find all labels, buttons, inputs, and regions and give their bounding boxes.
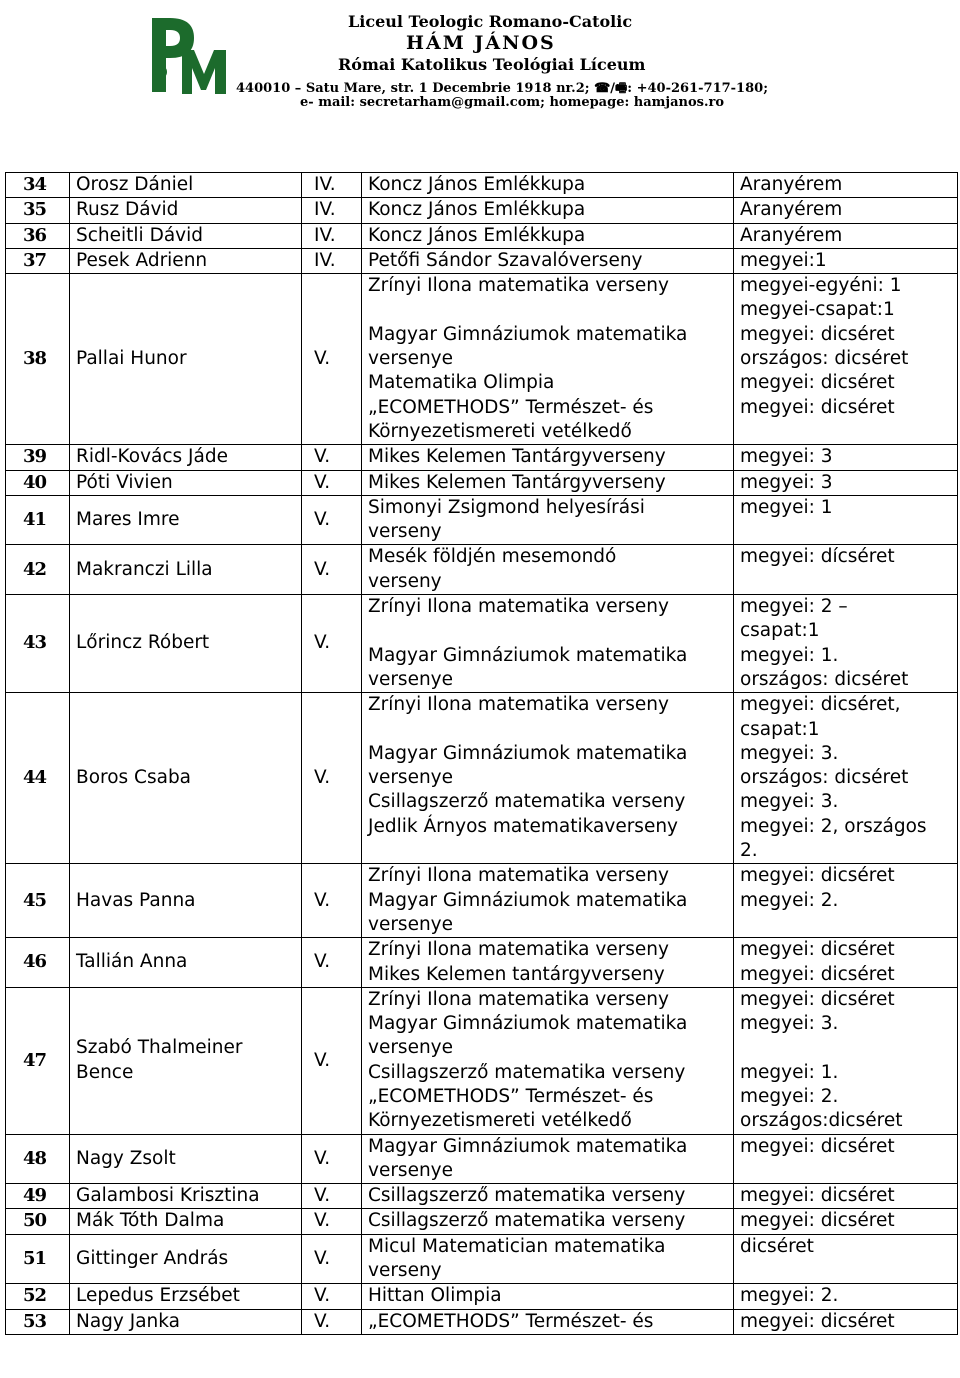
student-name: Gittinger András (70, 1234, 302, 1284)
competition-line: versenye (368, 348, 454, 370)
competition-line: versenye (368, 767, 454, 789)
class-grade: V. (302, 470, 362, 495)
class-grade: IV. (302, 198, 362, 223)
result (734, 1309, 958, 1334)
result-line: megyei:1 (740, 249, 827, 271)
competition-line: Mesék földjén mesemondó (368, 546, 617, 568)
student-name: Lőrincz Róbert (70, 595, 302, 693)
student-name: Nagy Zsolt (70, 1134, 302, 1184)
results-table (5, 172, 958, 1335)
result-line: megyei: 2. (740, 889, 839, 911)
result (734, 1209, 958, 1234)
school-name-hungarian: HÁM JÁNOS (406, 32, 556, 54)
result (734, 1284, 958, 1309)
table-row (6, 173, 958, 198)
competition-line: Környezetismereti vetélkedő (368, 1110, 632, 1132)
competition-line: Mikes Kelemen Tantárgyverseny (368, 446, 666, 468)
competition (362, 495, 734, 545)
competition (362, 1209, 734, 1234)
table-row (6, 1309, 958, 1334)
table-row (6, 223, 958, 248)
result-line: Aranyérem (740, 224, 843, 246)
school-name-full: Római Katolikus Teológiai Líceum (338, 55, 646, 74)
competition-line: „ECOMETHODS” Természet- és (368, 1085, 654, 1107)
competition (362, 1134, 734, 1184)
competition (362, 274, 734, 445)
row-number: 50 (6, 1209, 70, 1234)
class-grade: V. (302, 938, 362, 988)
competition-line: versenye (368, 913, 454, 935)
class-grade: V. (302, 545, 362, 595)
result-line: megyei: dicséret (740, 939, 895, 961)
result (734, 864, 958, 938)
result-line: csapat:1 (740, 718, 820, 740)
result-line: megyei: dicséret (740, 1185, 895, 1207)
competition (362, 987, 734, 1134)
competition (362, 1184, 734, 1209)
result (734, 274, 958, 445)
competition (362, 938, 734, 988)
result-line: országos: dicséret (740, 668, 909, 690)
competition (362, 470, 734, 495)
competition-line: Koncz János Emlékkupa (368, 199, 586, 221)
result-line: Aranyérem (740, 174, 843, 195)
result-line: megyei-csapat:1 (740, 299, 895, 321)
student-name: Tallián Anna (70, 938, 302, 988)
table-row (6, 445, 958, 470)
result-line: megyei: 2. (740, 1085, 839, 1107)
competition-line: Mikes Kelemen tantárgyverseny (368, 963, 665, 985)
result (734, 987, 958, 1134)
competition (362, 545, 734, 595)
result-line: megyei: 3. (740, 791, 839, 813)
table-row (6, 1284, 958, 1309)
result-line: megyei: 3 (740, 446, 833, 468)
competition-line: verseny (368, 570, 442, 592)
student-name: Havas Panna (70, 864, 302, 938)
competition (362, 595, 734, 693)
competition (362, 1234, 734, 1284)
result (734, 198, 958, 223)
result-line: országos:dicséret (740, 1110, 903, 1132)
table-row (6, 198, 958, 223)
row-number: 41 (6, 495, 70, 545)
class-grade: IV. (302, 223, 362, 248)
result (734, 938, 958, 988)
result (734, 595, 958, 693)
address-line: 440010 – Satu Mare, str. 1 Decembrie 1918 nr.2; ☎/🖷: +40-261-717-180; (236, 81, 768, 96)
student-name: Mares Imre (70, 495, 302, 545)
table-row (6, 1184, 958, 1209)
competition-line: Magyar Gimnáziumok matematika (368, 323, 688, 345)
row-number: 43 (6, 595, 70, 693)
table-row (6, 693, 958, 864)
result-line: megyei: dicséret (740, 323, 895, 345)
competition (362, 693, 734, 864)
result (734, 693, 958, 864)
competition-line: Zrínyi Ilona matematika verseny (368, 596, 669, 618)
competition-line: Mikes Kelemen Tantárgyverseny (368, 471, 666, 493)
competition-line: Csillagszerző matematika verseny (368, 1185, 686, 1207)
class-grade: V. (302, 987, 362, 1134)
result-line: megyei: dicséret, (740, 694, 901, 716)
row-number: 52 (6, 1284, 70, 1309)
class-grade: IV. (302, 248, 362, 273)
result-line: országos: dicséret (740, 767, 909, 789)
competition-line: Csillagszerző matematika verseny (368, 791, 686, 813)
result-line: dicséret (740, 1235, 814, 1257)
result (734, 545, 958, 595)
competition-line: Környezetismereti vetélkedő (368, 420, 632, 442)
class-grade: V. (302, 1209, 362, 1234)
class-grade: V. (302, 445, 362, 470)
class-grade: V. (302, 864, 362, 938)
competition-line: verseny (368, 1260, 442, 1282)
competition-line: Simonyi Zsigmond helyesírási (368, 496, 645, 518)
row-number: 39 (6, 445, 70, 470)
result-line: országos: dicséret (740, 348, 909, 370)
result-line: megyei: dícséret (740, 546, 895, 568)
competition (362, 248, 734, 273)
row-number: 35 (6, 198, 70, 223)
school-logo (138, 10, 230, 100)
result (734, 495, 958, 545)
result (734, 248, 958, 273)
competition-line: versenye (368, 1159, 454, 1181)
result-line: megyei: dicséret (740, 1210, 895, 1232)
competition-line: versenye (368, 1037, 454, 1059)
row-number: 37 (6, 248, 70, 273)
result-line: megyei: 2, országos (740, 815, 927, 837)
competition-line: Zrínyi Ilona matematika verseny (368, 939, 669, 961)
competition-line: Magyar Gimnáziumok matematika (368, 644, 688, 666)
row-number: 38 (6, 274, 70, 445)
student-name: Pallai Hunor (70, 274, 302, 445)
competition-line: Zrínyi Ilona matematika verseny (368, 275, 669, 297)
result-line: megyei: dicséret (740, 1135, 895, 1157)
school-name-romanian: Liceul Teologic Romano-Catolic (348, 12, 633, 31)
row-number: 48 (6, 1134, 70, 1184)
result (734, 445, 958, 470)
result (734, 470, 958, 495)
table-row (6, 495, 958, 545)
class-grade: V. (302, 595, 362, 693)
row-number: 42 (6, 545, 70, 595)
competition (362, 864, 734, 938)
class-grade: V. (302, 1284, 362, 1309)
row-number: 49 (6, 1184, 70, 1209)
competition (362, 445, 734, 470)
row-number: 40 (6, 470, 70, 495)
competition-line: Zrínyi Ilona matematika verseny (368, 988, 669, 1010)
student-name: Szabó Thalmeiner Bence (70, 987, 302, 1134)
row-number: 47 (6, 987, 70, 1134)
table-row (6, 248, 958, 273)
competition-line: Magyar Gimnáziumok matematika (368, 742, 688, 764)
student-name: Nagy Janka (70, 1309, 302, 1334)
table-row (6, 545, 958, 595)
result-line: csapat:1 (740, 620, 820, 642)
result (734, 1134, 958, 1184)
row-number: 46 (6, 938, 70, 988)
competition-line: „ECOMETHODS” Természet- és (368, 1310, 654, 1332)
table-row (6, 1134, 958, 1184)
spacer (740, 1036, 957, 1060)
result (734, 223, 958, 248)
competition (362, 223, 734, 248)
result-line: megyei: dicséret (740, 865, 895, 887)
competition-line: Koncz János Emlékkupa (368, 174, 586, 195)
result-line: megyei: 3. (740, 1013, 839, 1035)
class-grade: V. (302, 1234, 362, 1284)
student-name: Ridl-Kovács Jáde (70, 445, 302, 470)
table-row (6, 470, 958, 495)
row-number: 45 (6, 864, 70, 938)
competition-line: Csillagszerző matematika verseny (368, 1210, 686, 1232)
competition-line: Matematika Olimpia (368, 372, 555, 394)
competition-line: Csillagszerző matematika verseny (368, 1061, 686, 1083)
student-name: Mák Tóth Dalma (70, 1209, 302, 1234)
table-row (6, 864, 958, 938)
competition-line: Zrínyi Ilona matematika verseny (368, 865, 669, 887)
student-name: Póti Vivien (70, 470, 302, 495)
result-line: megyei: 3. (740, 742, 839, 764)
class-grade: V. (302, 1184, 362, 1209)
table-row (6, 595, 958, 693)
result-line: megyei: 1. (740, 644, 839, 666)
table-row (6, 1234, 958, 1284)
row-number: 36 (6, 223, 70, 248)
table-row (6, 987, 958, 1134)
result-line: megyei: dicséret (740, 988, 895, 1010)
spacer (368, 619, 733, 643)
class-grade: V. (302, 1309, 362, 1334)
class-grade: V. (302, 495, 362, 545)
result-line: megyei-egyéni: 1 (740, 275, 902, 297)
competition (362, 1284, 734, 1309)
class-grade: V. (302, 693, 362, 864)
result-line: megyei: dicséret (740, 372, 895, 394)
result-line: megyei: 3 (740, 471, 833, 493)
competition-line: Jedlik Árnyos matematikaverseny (368, 815, 679, 837)
row-number: 53 (6, 1309, 70, 1334)
table-row (6, 274, 958, 445)
result-line: megyei: 1. (740, 1061, 839, 1083)
row-number: 34 (6, 173, 70, 198)
student-name: Orosz Dániel (70, 173, 302, 198)
competition (362, 1309, 734, 1334)
competition-line: Koncz János Emlékkupa (368, 224, 586, 246)
student-name: Lepedus Erzsébet (70, 1284, 302, 1309)
class-grade: V. (302, 1134, 362, 1184)
competition-line: Magyar Gimnáziumok matematika (368, 1135, 688, 1157)
competition (362, 198, 734, 223)
result-line: Aranyérem (740, 199, 843, 221)
competition-line: versenye (368, 668, 454, 690)
student-name: Scheitli Dávid (70, 223, 302, 248)
result-line: 2. (740, 840, 758, 862)
result-line: megyei: 1 (740, 496, 833, 518)
contact-line: e- mail: secretarham@gmail.com; homepage: hamjanos.ro (300, 95, 725, 110)
competition-line: Micul Matematician matematika (368, 1235, 666, 1257)
student-name: Makranczi Lilla (70, 545, 302, 595)
row-number: 44 (6, 693, 70, 864)
table-row (6, 1209, 958, 1234)
result (734, 1234, 958, 1284)
row-number: 51 (6, 1234, 70, 1284)
competition-line: Hittan Olimpia (368, 1285, 502, 1307)
table-row (6, 938, 958, 988)
student-name: Galambosi Krisztina (70, 1184, 302, 1209)
result (734, 1184, 958, 1209)
competition-line: Magyar Gimnáziumok matematika (368, 1013, 688, 1035)
result (734, 173, 958, 198)
competition-line: Petőfi Sándor Szavalóverseny (368, 249, 643, 271)
competition-line: Magyar Gimnáziumok matematika (368, 889, 688, 911)
student-name: Pesek Adrienn (70, 248, 302, 273)
result-line: megyei: 2. (740, 1285, 839, 1307)
competition-line: Zrínyi Ilona matematika verseny (368, 694, 669, 716)
student-name: Boros Csaba (70, 693, 302, 864)
result-line: megyei: dicséret (740, 396, 895, 418)
letterhead (0, 0, 960, 120)
competition (362, 173, 734, 198)
result-line: megyei: dicséret (740, 963, 895, 985)
result-line: megyei: dicséret (740, 1310, 895, 1332)
spacer (368, 718, 733, 742)
result-line: megyei: 2 – (740, 596, 848, 618)
results-body (6, 173, 958, 1335)
student-name: Rusz Dávid (70, 198, 302, 223)
class-grade: IV. (302, 173, 362, 198)
competition-line: verseny (368, 521, 442, 543)
class-grade: V. (302, 274, 362, 445)
competition-line: „ECOMETHODS” Természet- és (368, 396, 654, 418)
spacer (368, 298, 733, 322)
